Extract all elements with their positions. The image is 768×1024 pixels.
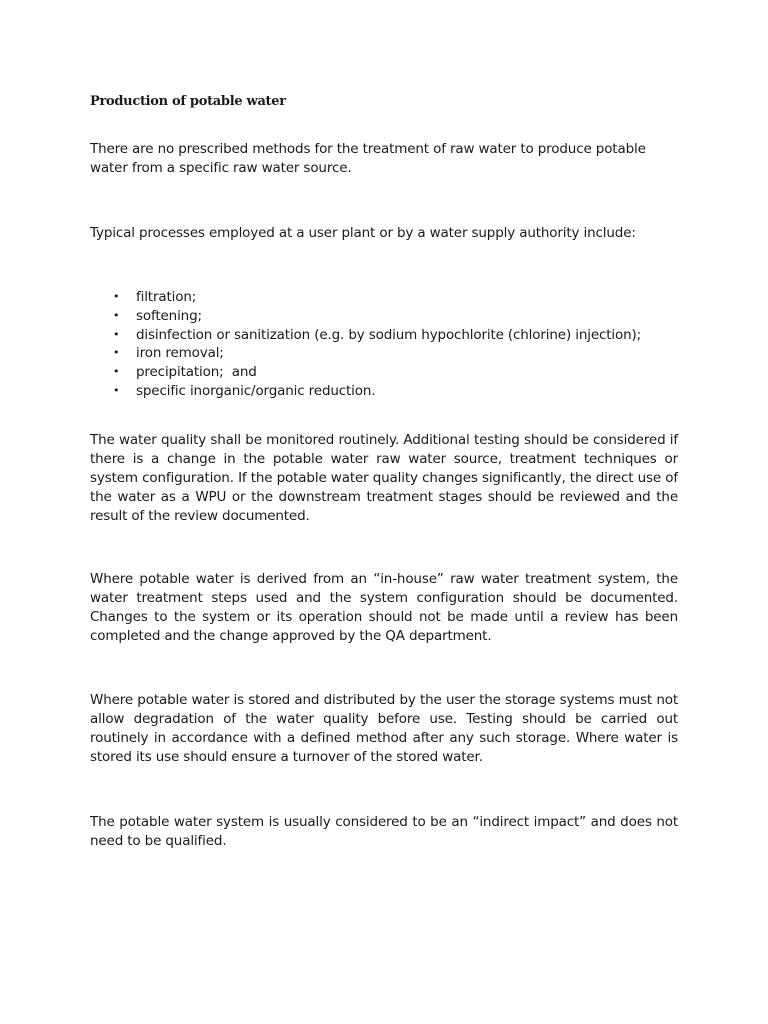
indirect-impact-paragraph: The potable water system is usually considered to be an “indirect impact” and does not need to be qualified. [90,814,678,849]
monitoring-paragraph: The water quality shall be monitored routinely. Additional testing should be considered if there is a change in the potable water raw water source, treatment techniques or system configuration. If the potable water quality changes significantly, the direct use of the water as a WPU or the downstream treatment stages should be reviewed and the result of the review documented. [90,432,678,524]
inhouse-treatment-paragraph: Where potable water is derived from an “in-house” raw water treatment system, the water treatment steps used and the system configuration should be documented. Changes to the system or its operation should not be made until a review has been completed and the change approved by the QA department. [90,571,678,644]
bullet-icon: • [113,327,120,341]
bullet-icon: • [113,308,120,322]
list-item [90,382,641,401]
list-item-text: filtration; [136,289,197,305]
list-item-text: iron removal; [136,345,224,362]
bullet-icon: • [113,365,120,379]
list-item [90,344,641,363]
list-item [90,307,641,326]
list-item [90,326,641,345]
list-item [90,288,641,307]
bullet-icon: • [113,290,120,303]
list-item-text: disinfection or sanitization (e.g. by sodium hypochlorite (chlorine) injection); [136,326,642,343]
processes-list [90,288,641,401]
list-item-text: specific inorganic/organic reduction. [136,382,376,399]
intro-paragraph: There are no prescribed methods for the treatment of raw water to produce potable water from a specific raw water source. [90,141,646,176]
list-item-text: precipitation; and [136,364,257,381]
page-title: Production of potable water [90,94,286,109]
processes-intro-paragraph: Typical processes employed at a user plant or by a water supply authority include: [90,225,636,241]
bullet-icon: • [113,346,120,360]
list-item [90,363,641,382]
storage-paragraph: Where potable water is stored and distributed by the user the storage systems must not allow degradation of the water quality before use. Testing should be carried out routinely in accordance with a defined method after any such storage. Where water is stored its use should ensure a turnover of the stored water. [90,692,678,765]
bullet-icon: • [113,383,120,397]
list-item-text: softening; [136,307,202,324]
